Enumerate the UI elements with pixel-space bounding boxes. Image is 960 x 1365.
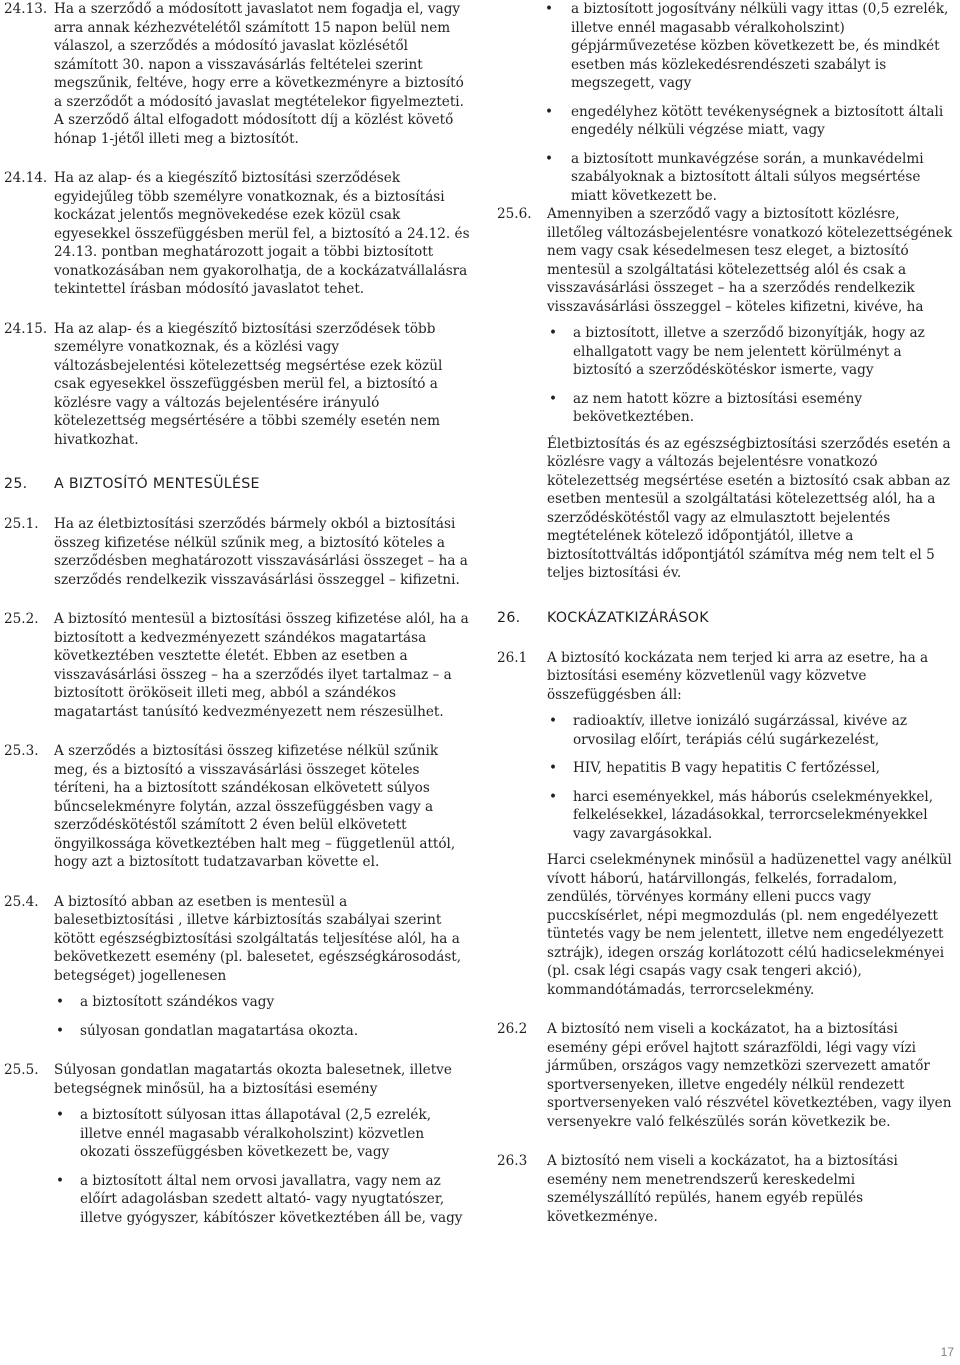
heading-number: 26. bbox=[497, 609, 521, 626]
continued-bullet-list bbox=[497, 0, 959, 205]
bullet-text: a biztosított, illetve a szerződő bizonyítják, hogy az elhallgatott vagy be nem jelentett körülményt a biztosító a szerződéskötéskor ismerte, vagy bbox=[573, 325, 925, 378]
right-column bbox=[497, 0, 959, 1247]
bullet-text: a biztosított súlyosan ittas állapotával (2,5 ezrelék, illetve ennél magasabb véralkoholszint) közvetlen okozati összefüggésben következett be, vagy bbox=[80, 1107, 432, 1160]
section-text: A biztosító abban az esetben is mentesül a balesetbiztosítási , illetve kárbiztosítás szabályai szerint kötött egészségbiztosítási szolgáltatás teljesítése alól, ha a bekövetkezett esemény (pl. balesetet, egészségkárosodást, betegséget) jogellenesen bbox=[54, 893, 462, 984]
section-number: 25.2. bbox=[4, 611, 39, 627]
bullet-list bbox=[547, 324, 959, 427]
bullet-item bbox=[497, 150, 959, 206]
bullet-list bbox=[54, 1106, 470, 1227]
section-text-continued: Harci cselekménynek minősül a hadüzenettel vagy anélkül vívott háború, határvillongás, felkelés, forradalom, zendülés, törvényes kormány elleni puccs vagy puccskísérlet, népi megmozdulás (pl. nem engedélyezett tüntetés vagy be nem jelentett, illetve nem engedélyezett sztrájk), idegen ország korlátozott célú hadicselekményei (pl. csak légi csapás vagy csak tengeri akció), kommandótámadás, terrorcselekmény. bbox=[547, 852, 952, 998]
section-25-4 bbox=[4, 893, 470, 1041]
heading-26 bbox=[497, 609, 959, 627]
section-number: 25.6. bbox=[497, 206, 532, 222]
bullet-item bbox=[497, 0, 959, 93]
section-25-3 bbox=[4, 742, 470, 872]
section-26-2 bbox=[497, 1020, 959, 1131]
section-text: Amennyiben a szerződő vagy a biztosított közlésre, illetőleg változásbejelentésre vonatkozó kötelezettségének nem vagy csak késedelmesen tesz eleget, a biztosító mentesül a szolgáltatási kötelezettség alól és csak a visszavásárlási összeget – ha a szerződés rendelkezik visszavásárlási összeggel – köteles kifizetni, kivéve, ha bbox=[547, 206, 953, 315]
section-number: 26.1 bbox=[497, 649, 528, 666]
section-25-2 bbox=[4, 610, 470, 721]
left-column bbox=[4, 0, 470, 1248]
section-text: A biztosító nem viseli a kockázatot, ha a biztosítási esemény gépi erővel hajtott szárazföldi, légi vagy vízi járműben, országos vagy nemzetközi szervezett amatőr sportversenyeken, illetve engedély nélkül rendezett sportversenyeken való részvétel következtében, vagy ilyen versenyekre való felkészülés során következik be. bbox=[547, 1021, 952, 1130]
section-25-5 bbox=[4, 1061, 470, 1227]
section-number: 24.14. bbox=[4, 170, 48, 186]
bullet-item bbox=[54, 1022, 470, 1041]
section-number: 24.15. bbox=[4, 320, 48, 337]
bullet-item bbox=[54, 1172, 470, 1228]
bullet-item bbox=[54, 1106, 470, 1162]
bullet-marker: • bbox=[56, 994, 65, 1010]
section-number: 25.4. bbox=[4, 893, 39, 910]
section-text: Ha az életbiztosítási szerződés bármely okból a biztosítási összeg kifizetése nélkül szűnik meg, a biztosító köteles a szerződésben meghatározott visszavásárlási összeget – ha a szerződés rendelkezik visszavásárlási összeggel – kifizetni. bbox=[54, 516, 468, 588]
page-number: 17 bbox=[940, 1345, 954, 1359]
bullet-text: a biztosított jogosítvány nélküli vagy ittas (0,5 ezrelék, illetve ennél magasabb véralkoholszint) gépjárművezetése közben következett be, és mindkét esetben más közlekedésrendészeti szabályt is megszegett, vagy bbox=[571, 1, 949, 91]
bullet-list bbox=[54, 993, 470, 1040]
section-number: 25.3. bbox=[4, 743, 39, 759]
section-25-6 bbox=[497, 205, 959, 583]
bullet-marker: • bbox=[56, 1172, 65, 1189]
section-text: Ha a szerződő a módosított javaslatot nem fogadja el, vagy arra annak kézhezvételétől számított 15 napon belül nem válaszol, a szerződés a módosító javaslat közlésétől számított 30. napon a visszavásárlás feltételei szerint megszűnik, feltéve, hogy erre a következményre a biztosító a szerződőt a módosító javaslat megtételekor figyelmezteti. A szerződő által elfogadott módosított díj a közlést követő hónap 1-jétől illeti meg a biztosítót. bbox=[54, 1, 464, 147]
section-text: A biztosító kockázata nem terjed ki arra az esetre, ha a biztosítási esemény közvetlenül vagy közvetve összefüggésben áll: bbox=[547, 649, 929, 703]
bullet-text: radioaktív, illetve ionizáló sugárzással, kivéve az orvosilag előírt, terápiás célú sugárkezelést, bbox=[573, 713, 908, 748]
section-26-3 bbox=[497, 1152, 959, 1226]
section-number: 26.2 bbox=[497, 1021, 528, 1037]
section-text: Súlyosan gondatlan magatartás okozta balesetnek, illetve betegségnek minősül, ha a biztosítási esemény bbox=[54, 1062, 452, 1097]
bullet-marker: • bbox=[549, 713, 558, 729]
bullet-marker: • bbox=[545, 103, 554, 120]
heading-title: KOCKÁZATKIZÁRÁSOK bbox=[547, 609, 709, 626]
section-24-15 bbox=[4, 320, 470, 450]
bullet-item bbox=[547, 324, 959, 380]
section-number: 26.3 bbox=[497, 1153, 528, 1169]
section-text: Ha az alap- és a kiegészítő biztosítási szerződések egyidejűleg több személyre vonatkoznak, és a biztosítási kockázat jelentős megnövekedése ezek közül csak egyesekkel összefüggésben merül fel, a biztosító a 24.12. és 24.13. pontban meghatározott jogait a többi biztosított vonatkozásában nem gyakorolhatja, de a kockázatvállalásra tekintettel írásban módosító javaslatot tehet. bbox=[54, 170, 470, 297]
bullet-text: engedélyhez kötött tevékenységnek a biztosított általi engedély nélküli végzése miatt, vagy bbox=[571, 103, 944, 138]
bullet-marker: • bbox=[549, 760, 558, 776]
bullet-marker: • bbox=[545, 150, 554, 167]
bullet-marker: • bbox=[549, 325, 558, 341]
bullet-marker: • bbox=[549, 390, 558, 407]
bullet-text: HIV, hepatitis B vagy hepatitis C fertőzéssel, bbox=[573, 760, 880, 776]
bullet-item bbox=[547, 390, 959, 427]
bullet-marker: • bbox=[545, 1, 554, 17]
bullet-item bbox=[547, 759, 959, 778]
section-26-1 bbox=[497, 649, 959, 1000]
section-number: 25.5. bbox=[4, 1062, 39, 1078]
bullet-text: a biztosított munkavégzése során, a munkavédelmi szabályoknak a biztosított általi súlyos megsértése miatt következett be. bbox=[571, 150, 924, 204]
bullet-text: harci eseményekkel, más háborús cselekményekkel, felkelésekkel, lázadásokkal, terrorcselekményekkel vagy zavargásokkal. bbox=[573, 788, 934, 842]
bullet-text: az nem hatott közre a biztosítási esemény bekövetkeztében. bbox=[573, 390, 863, 425]
bullet-text: a biztosított által nem orvosi javallatra, vagy nem az előírt adagolásban szedett altató- vagy nyugtatószer, illetve gyógyszer, kábítószer következtében áll be, vagy bbox=[80, 1172, 463, 1226]
bullet-item bbox=[547, 712, 959, 749]
section-text-continued: Életbiztosítás és az egészségbiztosítási szerződés esetén a közlésre vagy a változás bejelentésre vonatkozó kötelezettség megsértése esetén a biztosító csak abban az esetben mentesül a szolgáltatási kötelezettség alól, ha a szerződéskötéstől vagy az elmulasztott bejelentés megtételének kötelező időpontjától, illetve a biztosítottváltás időpontjától számítva még nem telt el 5 teljes biztosítási év. bbox=[547, 435, 951, 581]
bullet-marker: • bbox=[549, 788, 558, 805]
section-text: A szerződés a biztosítási összeg kifizetése nélkül szűnik meg, és a biztosító a visszavásárlási összeget köteles téríteni, ha a biztosított szándékosan elkövetett súlyos bűncselekményre folytán, azzal összefüggésben vagy a szerződéskötéstől számított 2 éven belül elkövetett öngyilkossága következtében halt meg – függetlenül attól, hogy azt a biztosított tudatzavarban követte el. bbox=[54, 743, 456, 870]
bullet-item bbox=[547, 788, 959, 844]
section-text: Ha az alap- és a kiegészítő biztosítási szerződések több személyre vonatkoznak, és a közlési vagy változásbejelentési kötelezettség megsértése ezek közül csak egyesekkel összefüggésben merül fel, a biztosító a közlésre vagy a változás bejelentésére irányuló kötelezettség megsértésére a többi személy esetén nem hivatkozhat. bbox=[54, 320, 443, 448]
heading-title: A BIZTOSÍTÓ MENTESÜLÉSE bbox=[54, 476, 260, 492]
section-24-14 bbox=[4, 169, 470, 299]
heading-25 bbox=[4, 475, 470, 493]
section-text: A biztosító mentesül a biztosítási összeg kifizetése alól, ha a biztosított a kedvezményezett szándékos magatartása következtében vesztette életét. Ebben az esetben a visszavásárlási összeg – ha a szerződés ilyet tartalmaz – a biztosított örököseit illeti meg, abból a szándékos magatartást tanúsító kedvezményezett nem részesülhet. bbox=[54, 611, 469, 720]
bullet-marker: • bbox=[56, 1022, 65, 1039]
bullet-item bbox=[54, 993, 470, 1012]
heading-number: 25. bbox=[4, 476, 28, 492]
section-24-13 bbox=[4, 0, 470, 148]
bullet-marker: • bbox=[56, 1107, 65, 1123]
section-number: 24.13. bbox=[4, 1, 48, 17]
bullet-list bbox=[547, 712, 959, 843]
section-25-1 bbox=[4, 515, 470, 589]
bullet-item bbox=[497, 103, 959, 140]
bullet-text: súlyosan gondatlan magatartása okozta. bbox=[80, 1022, 359, 1039]
bullet-text: a biztosított szándékos vagy bbox=[80, 994, 275, 1010]
section-text: A biztosító nem viseli a kockázatot, ha a biztosítási esemény nem menetrendszerű kereskedelmi személyszállító repülés, hanem egyéb repülés következménye. bbox=[547, 1153, 898, 1225]
section-number: 25.1. bbox=[4, 516, 39, 532]
